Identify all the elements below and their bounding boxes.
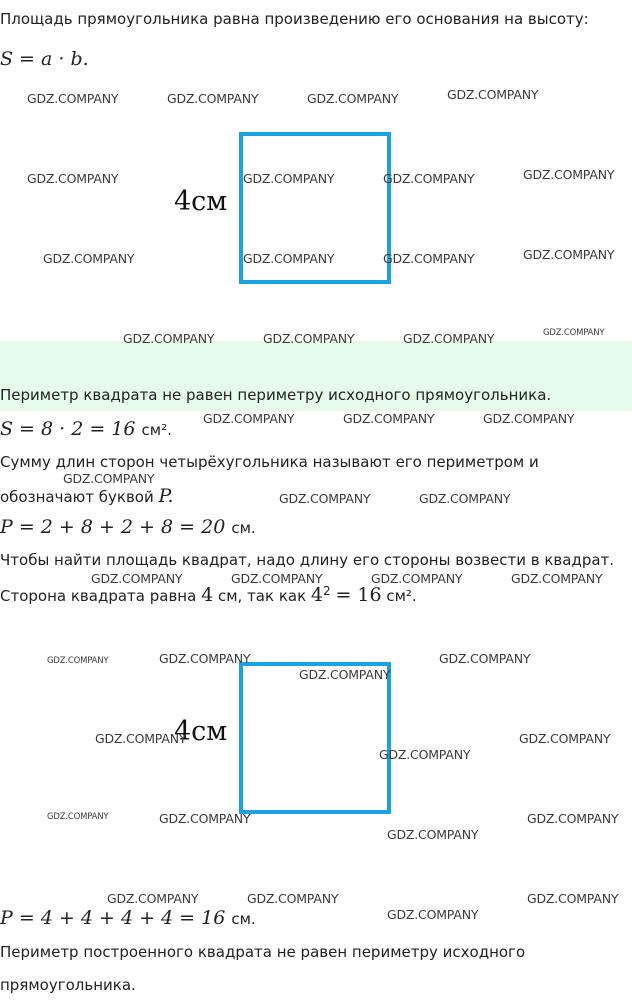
side-value: 4 xyxy=(201,584,214,606)
perimeter-def-line-1: Сумму длин сторон четырёхугольника называют его периметром и xyxy=(0,453,539,471)
watermark: GDZ.COMPANY xyxy=(27,91,119,106)
power-exponent: 2 xyxy=(323,584,331,598)
perimeter-rect-formula xyxy=(0,516,256,538)
perimeter-not-equal-text-1: Периметр квадрата не равен периметру исходного прямоугольника. xyxy=(0,386,552,404)
watermark: GDZ.COMPANY xyxy=(47,656,109,666)
watermark: GDZ.COMPANY xyxy=(27,171,119,186)
watermark: GDZ.COMPANY xyxy=(519,731,611,746)
square-area-rule-text: Чтобы найти площадь квадрат, надо длину его стороны возвести в квадрат. xyxy=(0,551,615,569)
watermark: GDZ.COMPANY xyxy=(243,251,335,266)
square-area-lhs: S = 8 · 2 = 16 xyxy=(0,418,136,440)
perimeter-letter: P. xyxy=(158,485,174,507)
watermark: GDZ.COMPANY xyxy=(511,571,603,586)
perimeter-square-formula xyxy=(0,907,256,929)
watermark: GDZ.COMPANY xyxy=(439,651,531,666)
watermark: GDZ.COMPANY xyxy=(299,667,391,682)
watermark: GDZ.COMPANY xyxy=(159,811,251,826)
square-area-formula xyxy=(0,418,172,440)
watermark: GDZ.COMPANY xyxy=(523,247,615,262)
side-label-1: 4см xyxy=(174,186,228,217)
watermark: GDZ.COMPANY xyxy=(279,491,371,506)
watermark: GDZ.COMPANY xyxy=(231,571,323,586)
side-equals-text: Сторона квадрата равна xyxy=(0,587,197,605)
watermark: GDZ.COMPANY xyxy=(247,891,339,906)
watermark: GDZ.COMPANY xyxy=(95,731,187,746)
watermark: GDZ.COMPANY xyxy=(263,331,355,346)
side-statement xyxy=(0,584,417,606)
watermark: GDZ.COMPANY xyxy=(307,91,399,106)
side-label-2: 4см xyxy=(174,716,228,747)
side-unit: см xyxy=(217,587,238,605)
watermark: GDZ.COMPANY xyxy=(527,891,619,906)
watermark: GDZ.COMPANY xyxy=(383,251,475,266)
unit-cm-1: см. xyxy=(231,519,256,537)
side-because-text: , так как xyxy=(237,587,307,605)
watermark: GDZ.COMPANY xyxy=(343,411,435,426)
power-base: 4 xyxy=(310,584,324,606)
watermark: GDZ.COMPANY xyxy=(159,651,251,666)
watermark: GDZ.COMPANY xyxy=(387,827,479,842)
watermark: GDZ.COMPANY xyxy=(43,251,135,266)
unit-cm2-2: см². xyxy=(386,587,417,605)
square-figure-2 xyxy=(239,662,391,814)
watermark: GDZ.COMPANY xyxy=(47,812,109,822)
perimeter-def-line-2 xyxy=(0,485,174,507)
unit-cm-2: см. xyxy=(231,910,256,928)
watermark: GDZ.COMPANY xyxy=(371,571,463,586)
area-rule-text: Площадь прямоугольника равна произведению его основания на высоту: xyxy=(0,10,589,28)
watermark: GDZ.COMPANY xyxy=(383,171,475,186)
watermark: GDZ.COMPANY xyxy=(523,167,615,182)
watermark: GDZ.COMPANY xyxy=(379,747,471,762)
perimeter-square-expr: P = 4 + 4 + 4 + 4 = 16 xyxy=(0,907,226,929)
watermark: GDZ.COMPANY xyxy=(447,87,539,102)
watermark: GDZ.COMPANY xyxy=(63,471,155,486)
watermark: GDZ.COMPANY xyxy=(203,411,295,426)
watermark: GDZ.COMPANY xyxy=(483,411,575,426)
perimeter-not-equal-text-2a: Периметр построенного квадрата не равен периметру исходного xyxy=(0,943,526,961)
watermark: GDZ.COMPANY xyxy=(387,907,479,922)
watermark: GDZ.COMPANY xyxy=(419,491,511,506)
watermark: GDZ.COMPANY xyxy=(107,891,199,906)
watermark: GDZ.COMPANY xyxy=(403,331,495,346)
perimeter-not-equal-text-2b: прямоугольника. xyxy=(0,976,136,994)
watermark: GDZ.COMPANY xyxy=(167,91,259,106)
perimeter-rect-expr: P = 2 + 8 + 2 + 8 = 20 xyxy=(0,516,226,538)
area-formula: S = a · b. xyxy=(0,48,89,70)
unit-cm2-1: см². xyxy=(141,421,172,439)
watermark: GDZ.COMPANY xyxy=(543,328,605,338)
power-rhs: = 16 xyxy=(335,584,382,606)
watermark: GDZ.COMPANY xyxy=(123,331,215,346)
watermark: GDZ.COMPANY xyxy=(527,811,619,826)
perimeter-def-text: обозначают буквой xyxy=(0,488,154,506)
watermark: GDZ.COMPANY xyxy=(243,171,335,186)
watermark: GDZ.COMPANY xyxy=(91,571,183,586)
